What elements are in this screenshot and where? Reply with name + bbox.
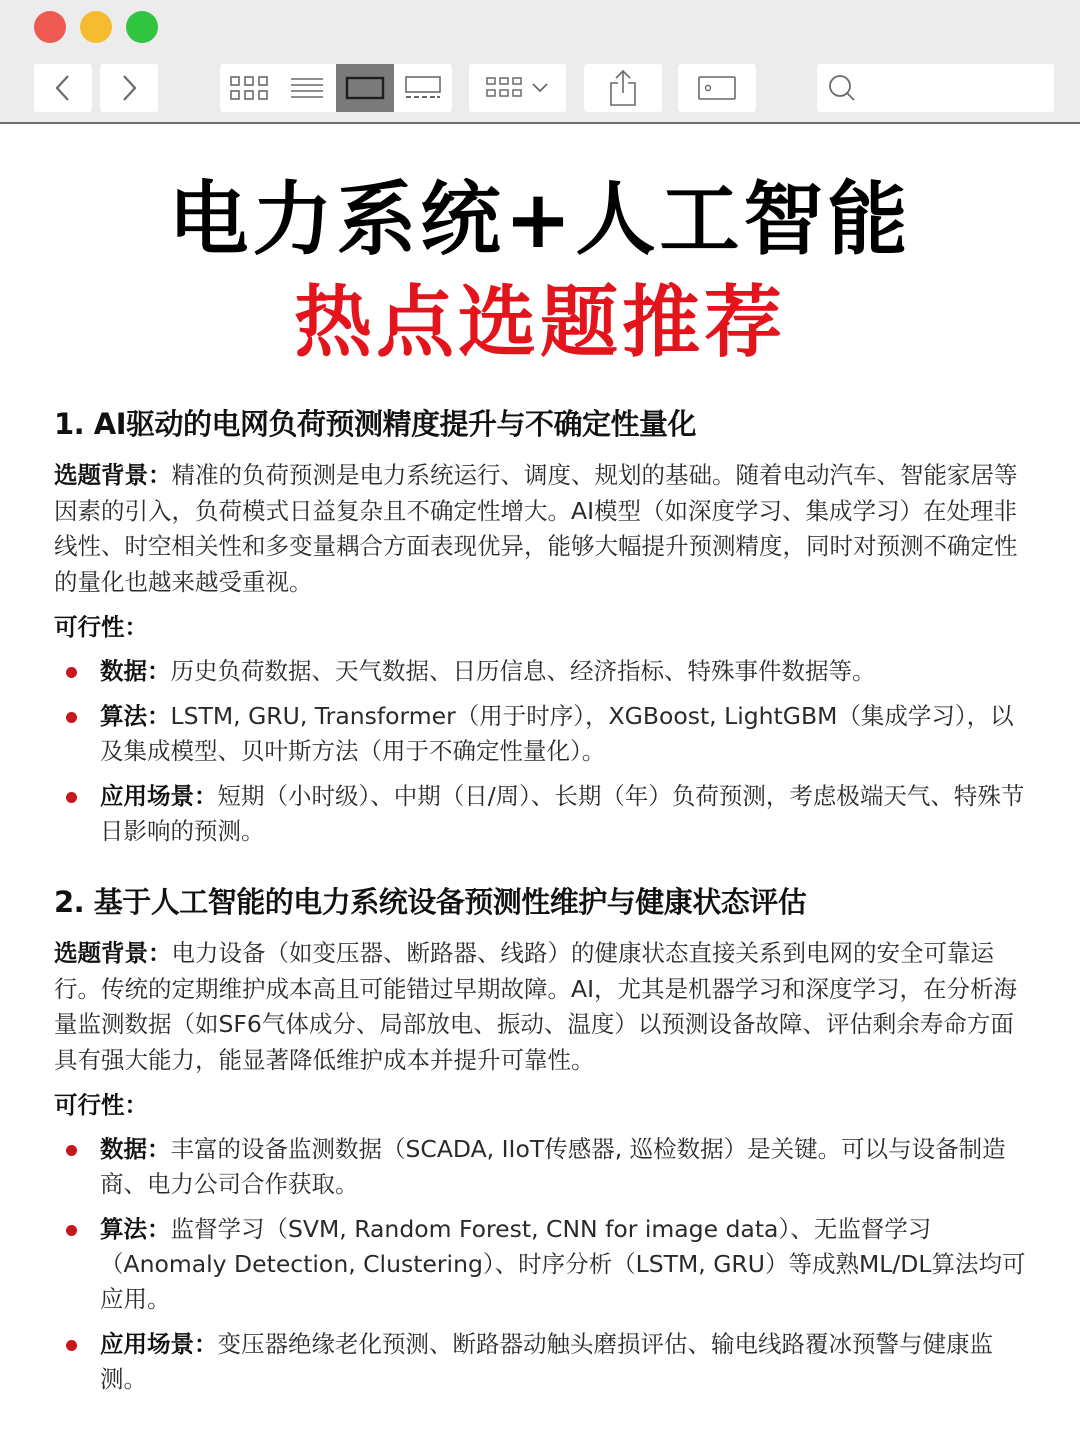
- list-item: [54, 654, 1034, 689]
- bullet-dot-icon: [66, 1340, 77, 1351]
- group-by-button[interactable]: [469, 64, 566, 112]
- bullet-text: 历史负荷数据、天气数据、日历信息、经济指标、特殊事件数据等。: [170, 657, 876, 685]
- background-paragraph: [54, 458, 1034, 600]
- list-item: [54, 779, 1034, 849]
- feasibility-label: 可行性：: [54, 613, 148, 641]
- bullet-text: 监督学习（SVM, Random Forest, CNN for image data）、无监督学习（Anomaly Detection, Clustering）、时序分析（LSTM, GRU）等成熟ML/DL算法均可应用。: [100, 1215, 1026, 1313]
- topic-section-1: [54, 404, 1034, 859]
- share-icon: [608, 69, 638, 107]
- bullet-label: 算法：: [100, 702, 171, 730]
- chevron-down-icon: [530, 81, 550, 95]
- group-by-icon: [486, 76, 522, 100]
- document-content: [0, 126, 1080, 1440]
- bullet-label: 数据：: [100, 1135, 171, 1163]
- tag-icon: [697, 75, 737, 101]
- background-paragraph: [54, 936, 1034, 1078]
- window-toolbar: [0, 0, 1080, 124]
- gallery-view-icon: [403, 75, 443, 101]
- background-label: 选题背景：: [54, 461, 172, 489]
- list-view-button[interactable]: [278, 64, 336, 112]
- background-text: 电力设备（如变压器、断路器、线路）的健康状态直接关系到电网的安全可靠运行。传统的定期维护成本高且可能错过早期故障。AI，尤其是机器学习和深度学习，在分析海量监测数据（如SF6气体成分、局部放电、振动、温度）以预测设备故障、评估剩余寿命方面具有强大能力，能显著降低维护成本并提升可靠性。: [54, 939, 1018, 1074]
- list-item: [54, 699, 1034, 769]
- grid-view-icon: [229, 75, 269, 101]
- page-title: 电力系统+人工智能: [168, 173, 912, 266]
- feasibility-list: [54, 1132, 1034, 1397]
- bullet-text: 短期（小时级）、中期（日/周）、长期（年）负荷预测，考虑极端天气、特殊节日影响的预测。: [100, 782, 1025, 845]
- chevron-left-icon: [53, 73, 73, 103]
- bullet-dot-icon: [66, 1145, 77, 1156]
- cover-flow-button[interactable]: [336, 64, 394, 112]
- search-input[interactable]: [863, 68, 1043, 108]
- bullet-label: 应用场景：: [100, 782, 218, 810]
- bullet-label: 算法：: [100, 1215, 171, 1243]
- list-item: [54, 1132, 1034, 1202]
- forward-button[interactable]: [100, 64, 158, 112]
- feasibility-list: [54, 654, 1034, 849]
- chevron-right-icon: [119, 73, 139, 103]
- feasibility-label: 可行性：: [54, 1091, 148, 1119]
- share-button[interactable]: [584, 64, 662, 112]
- list-item: [54, 1327, 1034, 1397]
- traffic-lights: [34, 11, 158, 43]
- close-window-button[interactable]: [34, 11, 66, 43]
- section-heading: 2. 基于人工智能的电力系统设备预测性维护与健康状态评估: [54, 885, 807, 919]
- bullet-text: 变压器绝缘老化预测、断路器动触头磨损评估、输电线路覆冰预警与健康监测。: [100, 1330, 993, 1393]
- list-view-icon: [290, 76, 324, 100]
- grid-view-button[interactable]: [220, 64, 278, 112]
- bullet-dot-icon: [66, 792, 77, 803]
- cover-flow-icon: [345, 76, 385, 100]
- list-item: [54, 1212, 1034, 1317]
- view-mode-segment: [220, 64, 452, 112]
- gallery-view-button[interactable]: [394, 64, 452, 112]
- bullet-label: 数据：: [100, 657, 171, 685]
- background-text: 精准的负荷预测是电力系统运行、调度、规划的基础。随着电动汽车、智能家居等因素的引入，负荷模式日益复杂且不确定性增大。AI模型（如深度学习、集成学习）在处理非线性、时空相关性和多变量耦合方面表现优异，能够大幅提升预测精度，同时对预测不确定性的量化也越来越受重视。: [54, 461, 1018, 596]
- page-subtitle: 热点选题推荐: [293, 278, 786, 368]
- background-label: 选题背景：: [54, 939, 172, 967]
- minimize-window-button[interactable]: [80, 11, 112, 43]
- topic-section-2: [54, 882, 1034, 1407]
- zoom-window-button[interactable]: [126, 11, 158, 43]
- bullet-label: 应用场景：: [100, 1330, 218, 1358]
- bullet-text: 丰富的设备监测数据（SCADA, IIoT传感器, 巡检数据）是关键。可以与设备制造商、电力公司合作获取。: [100, 1135, 1006, 1198]
- search-icon: [827, 73, 857, 103]
- bullet-text: LSTM, GRU, Transformer（用于时序），XGBoost, LightGBM（集成学习），以及集成模型、贝叶斯方法（用于不确定性量化）。: [100, 702, 1014, 765]
- bullet-dot-icon: [66, 1225, 77, 1236]
- search-field[interactable]: [817, 64, 1054, 112]
- section-heading: 1. AI驱动的电网负荷预测精度提升与不确定性量化: [54, 407, 697, 441]
- back-button[interactable]: [34, 64, 92, 112]
- bullet-dot-icon: [66, 667, 77, 678]
- bullet-dot-icon: [66, 712, 77, 723]
- tag-button[interactable]: [678, 64, 756, 112]
